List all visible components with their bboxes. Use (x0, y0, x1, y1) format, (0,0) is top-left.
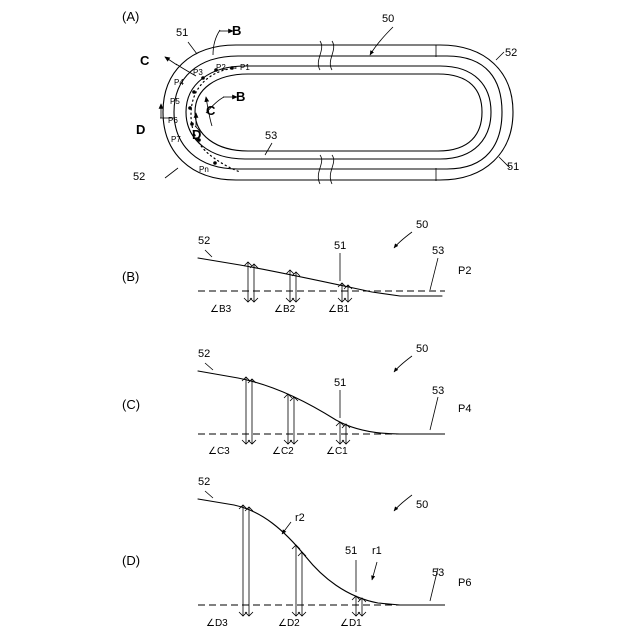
panel-b-ref-51: 51 (334, 240, 347, 252)
panel-d-ref-50: 50 (416, 499, 429, 511)
panel-b-angle-b2: ∠B2 (274, 304, 296, 315)
panel-a-section-d-left: D (136, 122, 146, 137)
panel-c-point-p4: P4 (458, 403, 472, 415)
panel-c-ref-51: 51 (334, 377, 347, 389)
panel-c-ref-53: 53 (432, 385, 445, 397)
panel-a-section-c-upper: C (140, 53, 150, 68)
panel-a-ref-53: 53 (265, 130, 278, 142)
panel-a-ref-51-top: 51 (176, 27, 189, 39)
panel-d-ref-52: 52 (198, 476, 211, 488)
panel-c-angle-c2: ∠C2 (272, 446, 294, 457)
panel-b-angle-b1: ∠B1 (328, 304, 350, 315)
panel-label-a: (A) (122, 9, 140, 24)
panel-c-ref-50: 50 (416, 343, 429, 355)
panel-a-ref-52-left: 52 (133, 171, 146, 183)
panel-a-section-b-inner: B (236, 89, 246, 104)
panel-d-angle-d3: ∠D3 (206, 618, 228, 629)
measurement-path (191, 68, 240, 172)
panel-d-profile (198, 491, 445, 616)
panel-b-ref-50: 50 (416, 219, 429, 231)
panel-a-ref-51-right: 51 (507, 161, 520, 173)
panel-c-ref-52: 52 (198, 348, 211, 360)
panel-b-ref-52: 52 (198, 235, 211, 247)
panel-a-point-p1: P1 (240, 63, 250, 72)
panel-a-ref-52-right: 52 (505, 47, 518, 59)
panel-c-angle-c1: ∠C1 (326, 446, 348, 457)
panel-d-angle-d2: ∠D2 (278, 618, 300, 629)
panel-d-ref-53: 53 (432, 567, 445, 579)
panel-a-ref-50: 50 (382, 13, 395, 25)
panel-d-angle-d1: ∠D1 (340, 618, 362, 629)
panel-d-ref-51: 51 (345, 545, 358, 557)
panel-a-section-b-upper: B (232, 23, 242, 38)
panel-a-point-p7: P7 (171, 135, 181, 144)
panel-c-angle-c3: ∠C3 (208, 446, 230, 457)
panel-d-point-p6: P6 (458, 577, 472, 589)
panel-a-point-p6: P6 (168, 116, 178, 125)
panel-b-angle-b3: ∠B3 (210, 304, 232, 315)
panel-a-point-p3: P3 (193, 68, 203, 77)
panel-a-section-d-inner: D (192, 127, 202, 142)
panel-a-point-p5: P5 (170, 97, 180, 106)
panel-d-radius-r1: r1 (372, 545, 382, 557)
panel-a-point-pn: Pn (199, 165, 209, 174)
panel-a-point-p2: P2 (216, 63, 226, 72)
panel-b-point-p2: P2 (458, 265, 472, 277)
panel-b-profile (198, 232, 445, 302)
panel-b-ref-53: 53 (432, 245, 445, 257)
panel-c-profile (198, 356, 445, 444)
panel-label-b: (B) (122, 269, 140, 284)
panel-a-section-c-inner: C (206, 103, 216, 118)
panel-label-d: (D) (122, 553, 141, 568)
panel-a-point-p4: P4 (174, 78, 184, 87)
panel-d-radius-r2: r2 (295, 512, 305, 524)
panel-label-c: (C) (122, 397, 141, 412)
